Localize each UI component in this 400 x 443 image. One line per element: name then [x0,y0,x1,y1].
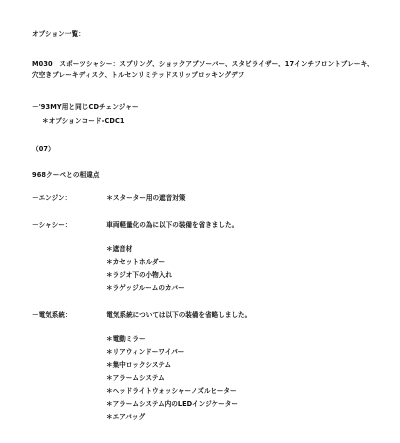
code-07: （07） [32,145,55,153]
chassis-text: 車両軽量化の為に以下の装備を省きました。 [106,221,239,229]
electrical-text: 電気系統については以下の装備を省略しました。 [106,311,252,319]
engine-text: ＊スターター用の遮音対策 [106,194,186,202]
m030-sports-chassis-text: M030 スポーツシャシー：スプリング、ショックアブソーバー、スタビライザー、17インチフロントブレーキ、穴空きブレーキディスク、トルセンリミテッドスリップロッキングデフ [32,60,374,79]
electrical-item: ＊アラームシステム [106,374,165,382]
differences-heading: 968クーペとの相違点 [32,171,100,179]
engine-row [32,192,185,202]
chassis-row [32,219,238,229]
electrical-item: ＊電動ミラー [106,335,146,343]
electrical-row [32,309,251,319]
electrical-item: ＊ヘッドライトウォッシャーノズルヒーター [106,387,237,395]
engine-label: －エンジン： [32,194,72,202]
electrical-item: ＊リアウィンドーワイパー [106,348,185,356]
electrical-item: ＊エアバッグ [106,413,146,421]
electrical-item: ＊集中ロックシステム [106,361,172,369]
chassis-item: ＊ラゲッジルームのカバー [106,284,185,292]
option-code-line: ＊オプションコード-CDC1 [42,117,125,125]
options-title: オプション一覧： [32,30,85,38]
electrical-label: －電気系統： [32,311,72,319]
chassis-item: ＊カセットホルダー [106,258,166,266]
chassis-label: －シャシー： [32,221,72,229]
cd-changer-line: －'93MY用と同じCDチェンジャー [32,103,139,111]
chassis-item: ＊遮音材 [106,245,133,253]
electrical-item: ＊アラームシステム内のLEDインジケーター [106,400,238,408]
chassis-item: ＊ラジオ下の小物入れ [106,271,172,279]
